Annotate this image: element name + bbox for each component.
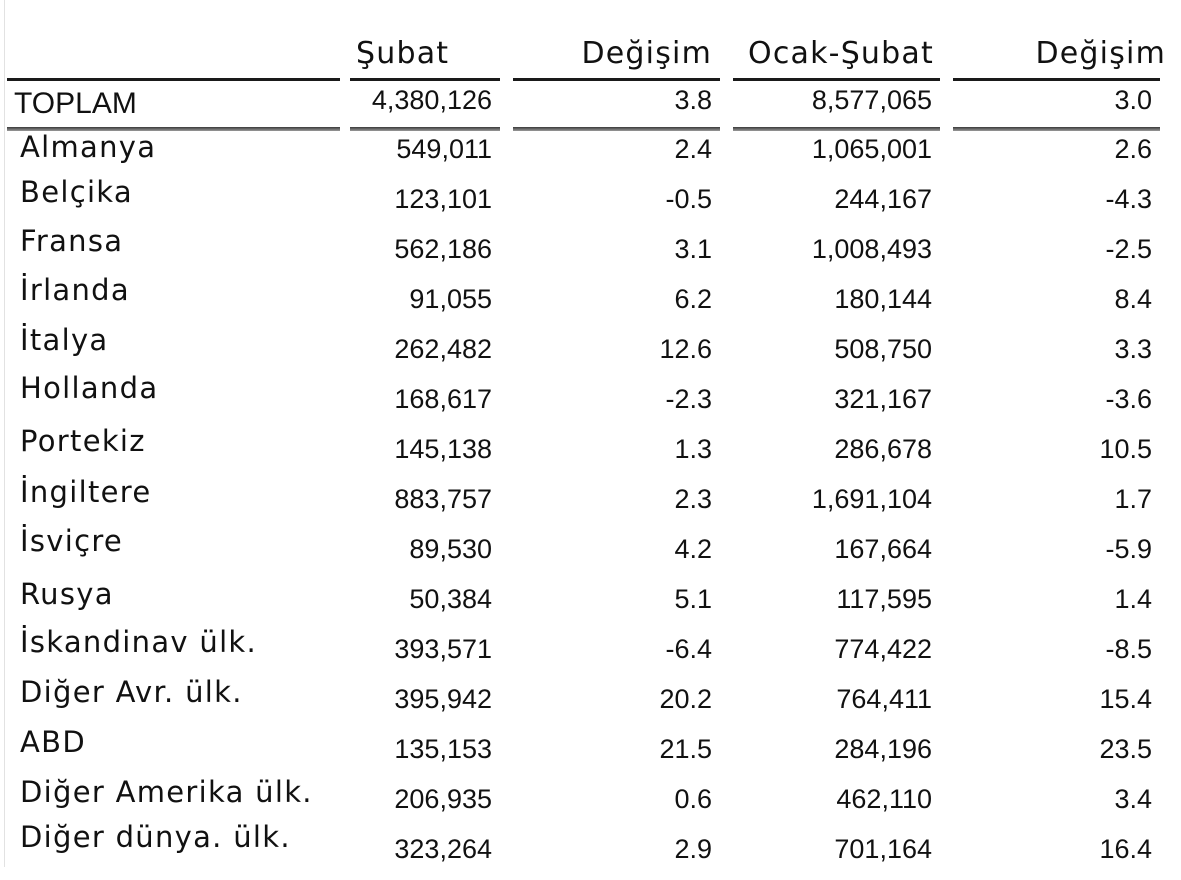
header-degisim-1: Değişim [581,36,712,71]
cell-subat: 123,101 [394,184,492,214]
cell-subat: 168,617 [394,384,492,414]
cell-ocak-subat: 286,678 [834,434,932,464]
cell-subat: 883,757 [394,484,492,514]
country-name: İsviçre [20,524,124,558]
header-rule-subat [350,78,500,81]
cell-degisim-1: 20.2 [659,684,712,714]
table-row [0,224,1181,280]
header-rule-label [7,78,340,81]
header-subat: Şubat [356,36,450,71]
cell-ocak-subat: 462,110 [836,784,932,814]
cell-ocak-subat: 244,167 [834,184,932,214]
cell-ocak-subat: 508,750 [834,334,932,364]
cell-degisim-1: 0.6 [674,784,712,814]
header-rule-degisim-1 [513,78,720,81]
cell-ocak-subat: 167,664 [834,534,932,564]
cell-degisim-1: 2.3 [674,484,712,514]
cell-subat: 91,055 [409,284,492,314]
country-name: ABD [20,725,86,759]
country-name: İskandinav ülk. [20,625,258,659]
country-name: Almanya [20,130,157,164]
cell-ocak-subat: 774,422 [834,634,932,664]
table-row [0,725,1181,780]
cell-subat: 135,153 [394,734,492,764]
cell-ocak-subat: 1,008,493 [811,234,932,264]
cell-degisim-2: 16.4 [1099,834,1152,864]
total-subat: 4,380,126 [371,85,492,115]
cell-degisim-2: 8.4 [1114,284,1152,314]
table-row [0,625,1181,680]
cell-degisim-1: -6.4 [665,634,712,664]
cell-subat: 50,384 [409,584,492,614]
country-name: İrlanda [20,273,130,307]
country-name: Portekiz [20,424,146,458]
table-row [0,577,1181,630]
cell-subat: 206,935 [394,784,492,814]
cell-ocak-subat: 764,411 [836,684,932,714]
country-name: Diğer Avr. ülk. [20,675,243,709]
country-name: Diğer Amerika ülk. [20,775,313,809]
total-degisim-2: 3.0 [1114,85,1152,115]
cell-ocak-subat: 1,691,104 [811,484,932,514]
total-ocak-subat: 8,577,065 [811,85,932,115]
cell-ocak-subat: 321,167 [834,384,932,414]
cell-degisim-2: 10.5 [1099,434,1152,464]
cell-subat: 549,011 [396,134,492,164]
country-name: Fransa [20,224,124,258]
cell-degisim-2: -4.3 [1105,184,1152,214]
table-row [0,371,1181,430]
cell-ocak-subat: 701,164 [834,834,932,864]
total-label: TOPLAM [14,87,137,120]
country-name: İngiltere [20,475,152,509]
cell-subat: 89,530 [409,534,492,564]
cell-degisim-1: -0.5 [665,184,712,214]
cell-degisim-1: 12.6 [659,334,712,364]
table-row [0,475,1181,530]
table-row [0,130,1181,180]
cell-subat: 323,264 [394,834,492,864]
cell-degisim-2: 3.3 [1114,334,1152,364]
total-degisim-1: 3.8 [674,85,712,115]
table-row [0,820,1181,880]
cell-degisim-1: 6.2 [674,284,712,314]
table-row [0,273,1181,330]
cell-ocak-subat: 1,065,001 [811,134,932,164]
cell-degisim-1: 21.5 [659,734,712,764]
table-row [0,524,1181,580]
cell-degisim-2: -2.5 [1105,234,1152,264]
table-row [0,675,1181,730]
cell-degisim-1: 5.1 [674,584,712,614]
table-row [0,175,1181,230]
cell-subat: 395,942 [394,684,492,714]
country-name: Belçika [20,175,133,209]
table-row [0,424,1181,480]
cell-degisim-2: 1.7 [1114,484,1152,514]
cell-subat: 393,571 [394,634,492,664]
cell-degisim-2: -8.5 [1105,634,1152,664]
cell-degisim-2: -5.9 [1105,534,1152,564]
table-row [0,323,1181,380]
cell-degisim-1: 4.2 [674,534,712,564]
header-rule-degisim-2 [953,78,1160,81]
country-name: Diğer dünya. ülk. [20,820,291,854]
country-name: Hollanda [20,371,159,405]
cell-subat: 145,138 [394,434,492,464]
cell-degisim-2: 23.5 [1099,734,1152,764]
cell-subat: 262,482 [394,334,492,364]
cell-ocak-subat: 284,196 [834,734,932,764]
cell-degisim-1: 2.4 [674,134,712,164]
cell-subat: 562,186 [394,234,492,264]
cell-degisim-2: 2.6 [1114,134,1152,164]
country-name: İtalya [20,323,109,357]
cell-degisim-1: 1.3 [674,434,712,464]
cell-degisim-1: 3.1 [674,234,712,264]
header-ocak-subat: Ocak-Şubat [748,36,934,71]
cell-degisim-1: 2.9 [674,834,712,864]
cell-degisim-2: 15.4 [1099,684,1152,714]
cell-degisim-2: 1.4 [1114,584,1152,614]
cell-ocak-subat: 180,144 [834,284,932,314]
cell-degisim-1: -2.3 [665,384,712,414]
country-name: Rusya [20,577,114,611]
cell-ocak-subat: 117,595 [836,584,932,614]
cell-degisim-2: 3.4 [1114,784,1152,814]
cell-degisim-2: -3.6 [1105,384,1152,414]
header-rule-ocak-subat [733,78,940,81]
header-degisim-2: Değişim [1035,36,1166,71]
